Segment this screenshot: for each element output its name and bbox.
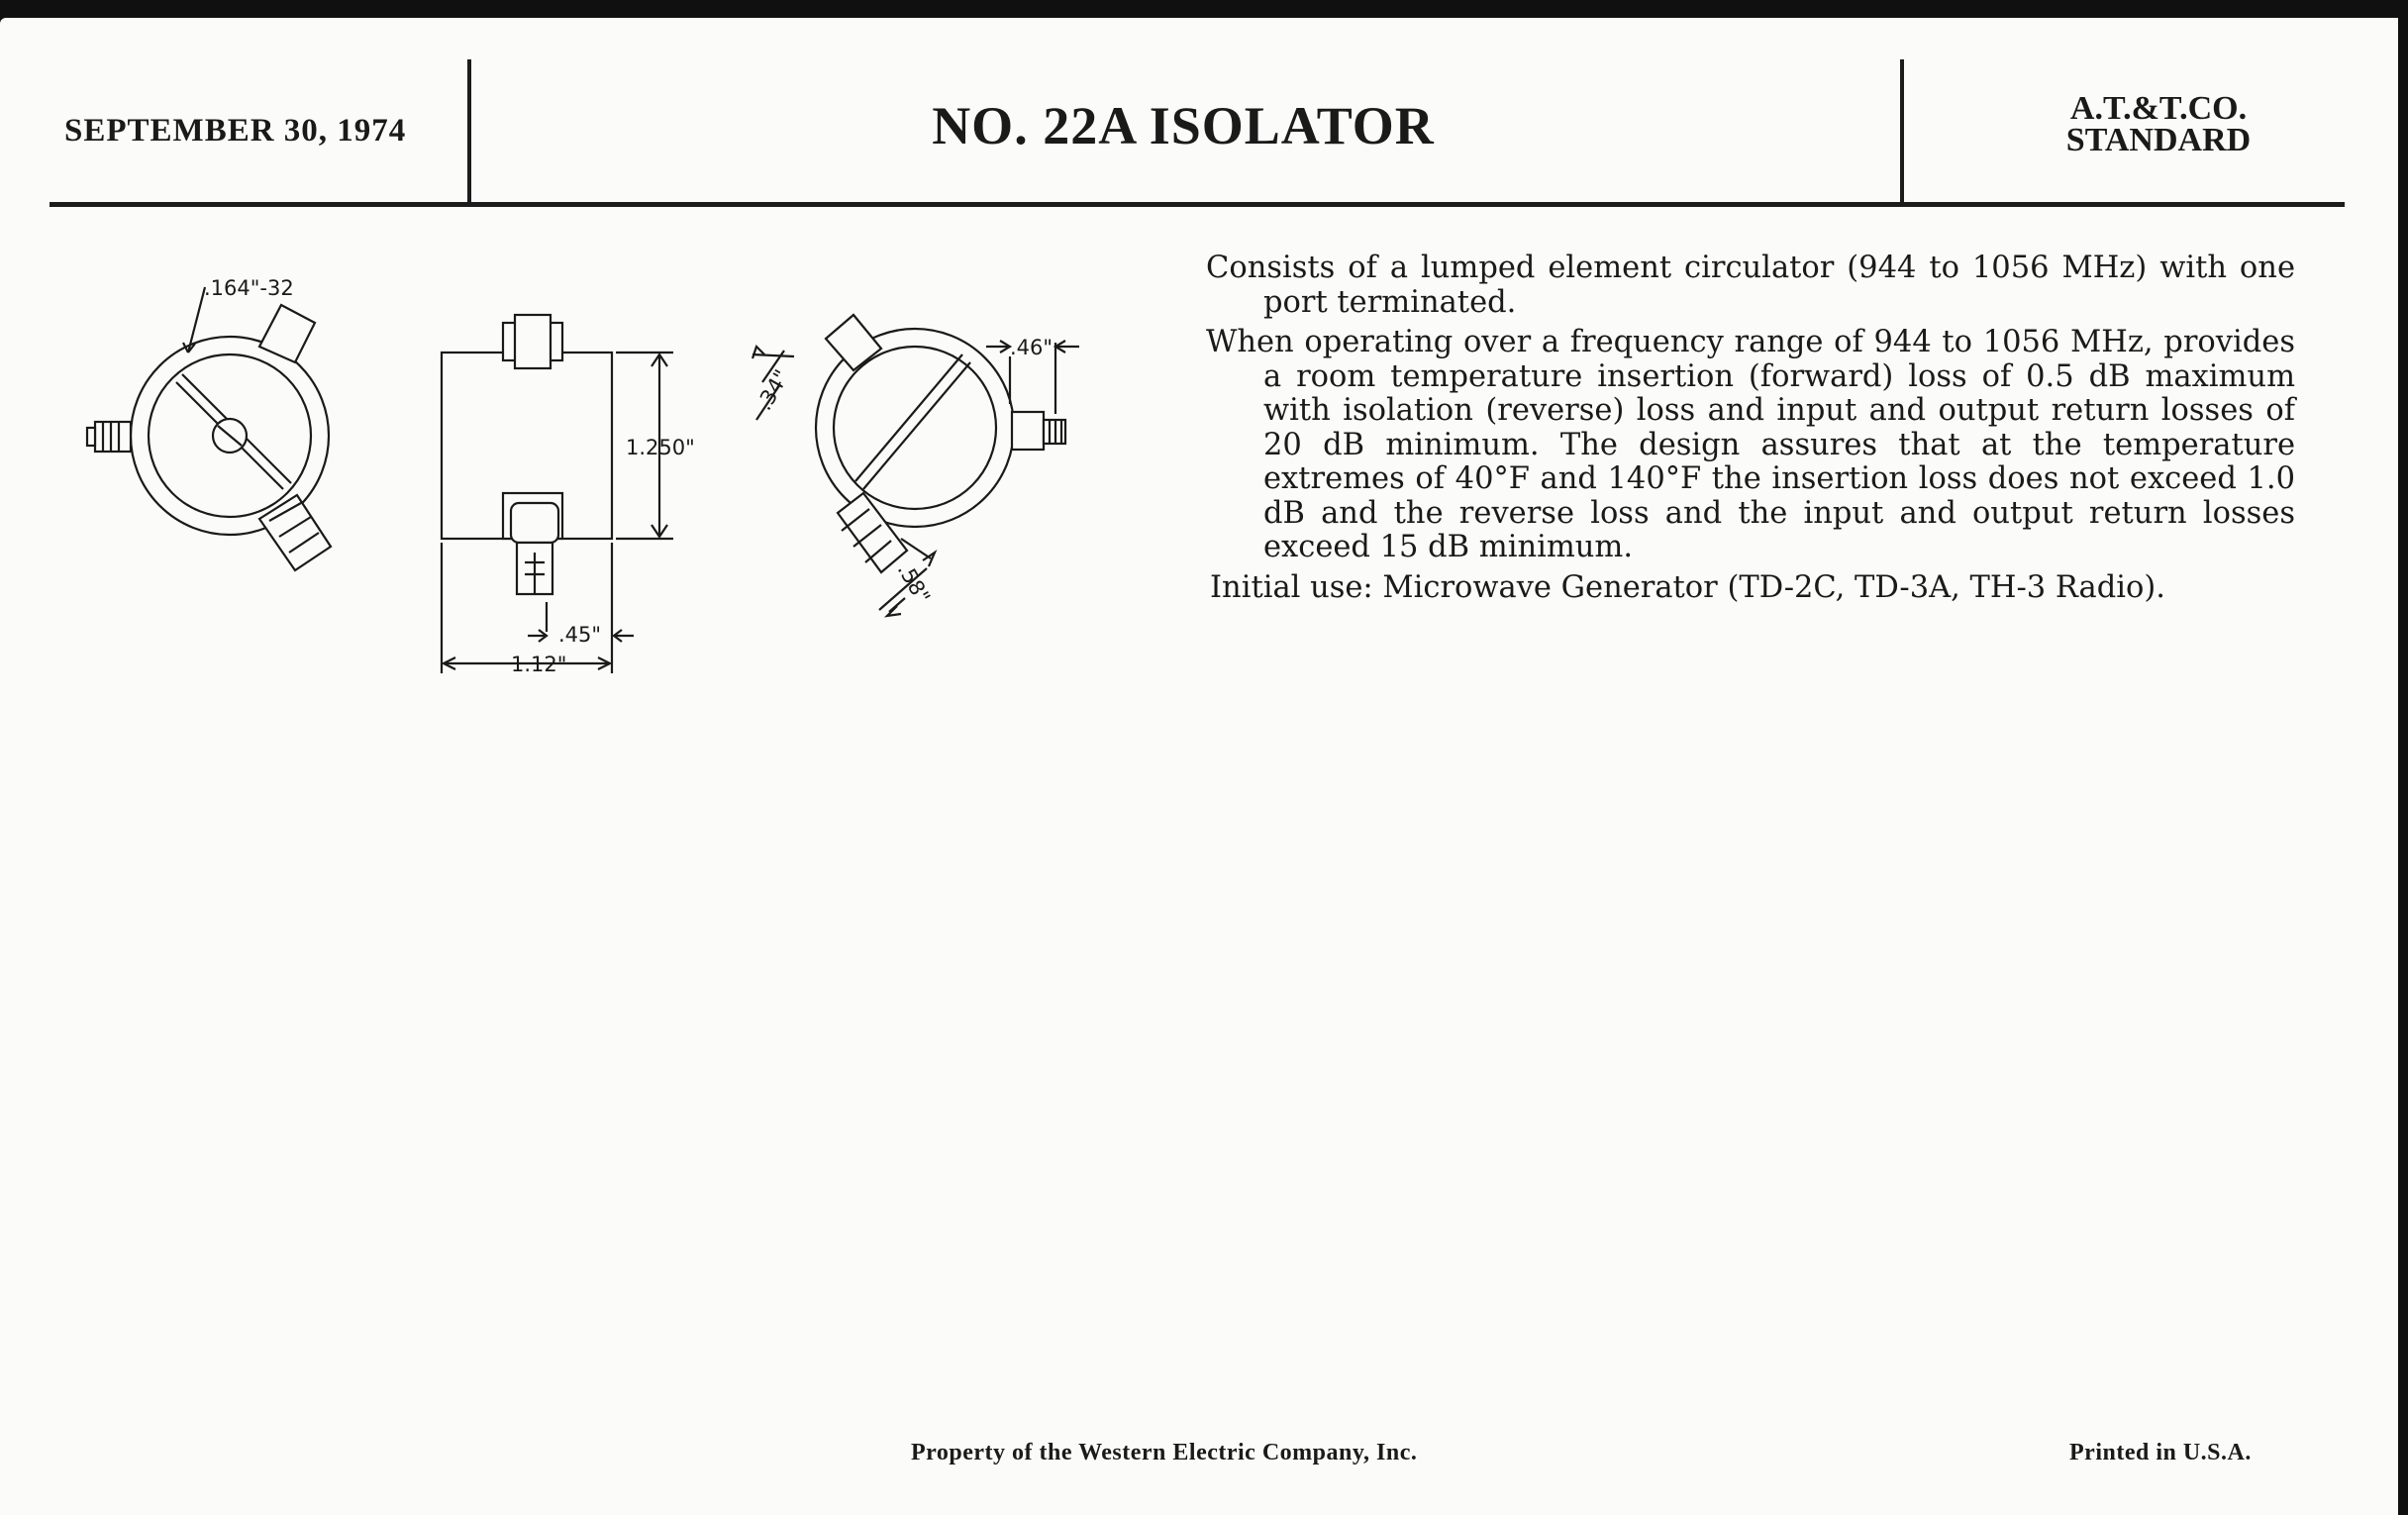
property-notice: Property of the Western Electric Company, Inc. xyxy=(911,1440,1418,1465)
top-view-drawing xyxy=(87,287,331,570)
issue-date: SEPTEMBER 30, 1974 xyxy=(64,113,407,149)
port-dimension-b: .46" xyxy=(1010,336,1054,359)
standard-badge xyxy=(1941,90,2376,158)
standard-label: STANDARD xyxy=(2065,122,2252,158)
header-rule xyxy=(50,202,2345,207)
height-dimension: 1.250" xyxy=(626,436,695,459)
description-para-1: Consists of a lumped element circulator (944 to 1056 MHz) with one port terminated. xyxy=(1206,251,2295,320)
page-title: NO. 22A ISOLATOR xyxy=(932,96,1435,155)
port-dimension-a: .34" xyxy=(752,365,794,415)
description-initial-use: Initial use: Microwave Generator (TD-2C, TD-3A, TH-3 Radio). xyxy=(1210,569,2165,605)
width-dimension: 1.12" xyxy=(511,653,567,676)
isolator-drawings xyxy=(0,216,1188,731)
port-dimension-c: .58" xyxy=(892,558,935,608)
standard-sheet xyxy=(0,18,2398,1515)
description xyxy=(1206,252,2295,611)
offset-dimension: .45" xyxy=(558,623,602,647)
standard-org: A.T.&T.CO. xyxy=(2069,90,2248,127)
printed-notice: Printed in U.S.A. xyxy=(2069,1440,2252,1465)
thread-label: .164"-32 xyxy=(204,276,294,300)
header-divider-right xyxy=(1900,59,1904,204)
side-view-drawing xyxy=(442,315,673,673)
description-para-2: When operating over a frequency range of 944 to 1056 MHz, provides a room temperature insertion (forward) loss of 0.5 dB maximum with isolation (reverse) loss and input and output return losses of 20 dB minimum. The design assures that at the temperature extremes of 40°F and 140°F the insertion loss does not exceed 1.0 dB and the reverse loss and the input and output return losses exceed 15 dB minimum. xyxy=(1206,325,2295,564)
header xyxy=(0,18,2398,212)
